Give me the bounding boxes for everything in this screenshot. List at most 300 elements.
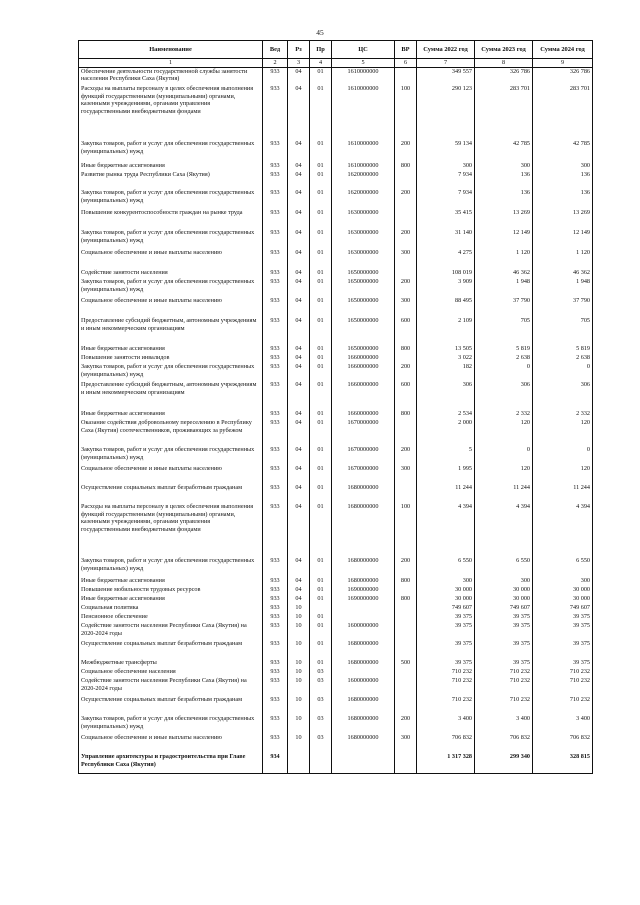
header-ved: Вед: [263, 41, 288, 59]
table-row: [79, 229, 593, 249]
row-pr: 03: [310, 668, 332, 677]
row-vr: [395, 677, 417, 696]
row-sum-2024: 1 120: [533, 249, 593, 269]
row-cs: 1680000000: [332, 557, 395, 577]
row-sum-2024: 136: [533, 189, 593, 209]
table-row: [79, 446, 593, 465]
row-sum-2024: 2 638: [533, 354, 593, 363]
column-number: 4: [310, 59, 332, 68]
row-sum-2024: 6 550: [533, 557, 593, 577]
row-sum-2024: 0: [533, 446, 593, 465]
row-cs: 1610000000: [332, 140, 395, 162]
row-cs: 1680000000: [332, 484, 395, 503]
row-rz: 04: [288, 162, 310, 171]
row-sum-2024: 705: [533, 317, 593, 345]
row-cs: 1650000000: [332, 278, 395, 297]
row-vr: 800: [395, 577, 417, 586]
row-vr: 200: [395, 557, 417, 577]
row-rz: 04: [288, 229, 310, 249]
row-sum-2023: 39 375: [475, 622, 533, 640]
row-vr: [395, 622, 417, 640]
table-row: [79, 269, 593, 278]
row-sum-2022: 1 995: [417, 465, 475, 484]
row-rz: 04: [288, 140, 310, 162]
row-cs: 1670000000: [332, 465, 395, 484]
table-row: [79, 613, 593, 622]
row-sum-2022: 710 232: [417, 677, 475, 696]
row-sum-2023: 30 000: [475, 595, 533, 604]
row-ved: 933: [263, 85, 288, 140]
row-sum-2023: 299 340: [475, 753, 533, 773]
row-pr: 01: [310, 171, 332, 189]
row-sum-2023: 3 400: [475, 715, 533, 734]
row-sum-2022: 182: [417, 363, 475, 381]
row-ved: 934: [263, 753, 288, 773]
header-name: Наименование: [79, 41, 263, 59]
row-cs: 1610000000: [332, 162, 395, 171]
row-sum-2024: 300: [533, 577, 593, 586]
row-sum-2024: 0: [533, 363, 593, 381]
row-vr: [395, 586, 417, 595]
row-sum-2022: 290 123: [417, 85, 475, 140]
row-sum-2022: 349 557: [417, 67, 475, 85]
table-row: [79, 381, 593, 410]
row-sum-2022: 710 232: [417, 668, 475, 677]
row-sum-2023: 37 790: [475, 297, 533, 317]
row-name: Закупка товаров, работ и услуг для обеспечения государственных (муниципальных) нужд: [79, 363, 263, 381]
row-sum-2023: 39 375: [475, 659, 533, 668]
row-vr: 200: [395, 229, 417, 249]
row-name: Обеспечение деятельности государственной службы занятости населения Республики Саха (Якутия): [79, 67, 263, 85]
row-vr: 600: [395, 317, 417, 345]
row-pr: [310, 604, 332, 613]
row-cs: 1660000000: [332, 381, 395, 410]
row-sum-2023: 13 269: [475, 209, 533, 229]
row-pr: 01: [310, 503, 332, 557]
row-name: Межбюджетные трансферты: [79, 659, 263, 668]
row-vr: [395, 484, 417, 503]
page-number: 45: [316, 28, 324, 37]
row-sum-2022: 1 317 328: [417, 753, 475, 773]
row-cs: 1620000000: [332, 171, 395, 189]
row-sum-2024: 30 000: [533, 586, 593, 595]
row-vr: 500: [395, 659, 417, 668]
row-rz: 10: [288, 715, 310, 734]
row-sum-2024: 39 375: [533, 640, 593, 659]
row-rz: 04: [288, 171, 310, 189]
row-ved: 933: [263, 209, 288, 229]
row-sum-2024: 46 362: [533, 269, 593, 278]
row-sum-2022: 4 275: [417, 249, 475, 269]
row-name: Повышение конкурентоспособности граждан на рынке труда: [79, 209, 263, 229]
table-body: [79, 67, 593, 773]
row-vr: [395, 668, 417, 677]
row-pr: 01: [310, 613, 332, 622]
row-ved: 933: [263, 465, 288, 484]
column-number: 2: [263, 59, 288, 68]
row-name: Расходы на выплаты персоналу в целях обеспечения выполнения функций государственными (муниципальными) органами, казенными учреждениями, органами управления государственными внебюджетными фондами: [79, 503, 263, 557]
row-name: Закупка товаров, работ и услуг для обеспечения государственных (муниципальных) нужд: [79, 557, 263, 577]
row-rz: 04: [288, 67, 310, 85]
row-pr: 01: [310, 419, 332, 446]
row-rz: 04: [288, 317, 310, 345]
row-name: Социальное обеспечение и иные выплаты населению: [79, 297, 263, 317]
row-ved: 933: [263, 484, 288, 503]
row-pr: 01: [310, 557, 332, 577]
row-cs: 1630000000: [332, 209, 395, 229]
row-name: Повышение занятости инвалидов: [79, 354, 263, 363]
row-rz: 04: [288, 354, 310, 363]
row-sum-2024: 120: [533, 465, 593, 484]
row-sum-2024: 300: [533, 162, 593, 171]
row-sum-2024: 42 785: [533, 140, 593, 162]
row-rz: 10: [288, 659, 310, 668]
row-cs: 1660000000: [332, 363, 395, 381]
table-row: [79, 677, 593, 696]
row-cs: 1620000000: [332, 189, 395, 209]
row-pr: 01: [310, 446, 332, 465]
row-rz: 04: [288, 577, 310, 586]
row-sum-2024: 1 948: [533, 278, 593, 297]
row-ved: 933: [263, 140, 288, 162]
row-sum-2023: 4 394: [475, 503, 533, 557]
row-sum-2024: 706 832: [533, 734, 593, 753]
table-row: [79, 753, 593, 773]
table-row: [79, 189, 593, 209]
row-name: Осуществление социальных выплат безработным гражданам: [79, 640, 263, 659]
row-sum-2022: 306: [417, 381, 475, 410]
row-ved: 933: [263, 354, 288, 363]
row-name: Предоставление субсидий бюджетным, автономным учреждениям и иным некоммерческим организациям: [79, 381, 263, 410]
row-pr: 03: [310, 677, 332, 696]
row-cs: 1680000000: [332, 577, 395, 586]
row-sum-2024: 710 232: [533, 696, 593, 715]
row-cs: 1650000000: [332, 269, 395, 278]
table-row: [79, 419, 593, 446]
row-ved: 933: [263, 659, 288, 668]
row-sum-2024: 5 819: [533, 345, 593, 354]
table-row: [79, 465, 593, 484]
row-rz: 04: [288, 419, 310, 446]
row-sum-2024: 328 815: [533, 753, 593, 773]
row-vr: [395, 419, 417, 446]
row-sum-2022: 710 232: [417, 696, 475, 715]
row-cs: 1690000000: [332, 586, 395, 595]
row-ved: 933: [263, 734, 288, 753]
row-pr: 01: [310, 278, 332, 297]
row-sum-2023: 1 948: [475, 278, 533, 297]
row-pr: 01: [310, 229, 332, 249]
row-pr: 01: [310, 354, 332, 363]
row-vr: 300: [395, 734, 417, 753]
table-row: [79, 622, 593, 640]
row-sum-2024: 39 375: [533, 613, 593, 622]
row-cs: 1680000000: [332, 715, 395, 734]
row-rz: 04: [288, 446, 310, 465]
row-pr: 01: [310, 162, 332, 171]
row-cs: 1630000000: [332, 229, 395, 249]
row-ved: 933: [263, 249, 288, 269]
row-vr: 800: [395, 410, 417, 419]
row-vr: [395, 696, 417, 715]
row-cs: 1670000000: [332, 446, 395, 465]
row-pr: 01: [310, 345, 332, 354]
row-vr: 200: [395, 278, 417, 297]
row-name: Расходы на выплаты персоналу в целях обеспечения выполнения функций государственными (муниципальными) органами, казенными учреждениями, органами управления государственными внебюджетными фондами: [79, 85, 263, 140]
row-sum-2023: 30 000: [475, 586, 533, 595]
row-pr: 01: [310, 484, 332, 503]
row-sum-2022: 3 400: [417, 715, 475, 734]
row-sum-2022: 6 550: [417, 557, 475, 577]
table-row: [79, 659, 593, 668]
row-rz: 04: [288, 410, 310, 419]
row-name: Иные бюджетные ассигнования: [79, 345, 263, 354]
row-sum-2024: 30 000: [533, 595, 593, 604]
row-rz: 04: [288, 189, 310, 209]
row-ved: 933: [263, 622, 288, 640]
row-ved: 933: [263, 363, 288, 381]
row-sum-2022: 2 534: [417, 410, 475, 419]
row-vr: [395, 613, 417, 622]
row-sum-2022: 39 375: [417, 659, 475, 668]
row-sum-2024: 749 607: [533, 604, 593, 613]
row-ved: 933: [263, 297, 288, 317]
row-vr: 200: [395, 446, 417, 465]
row-rz: 10: [288, 677, 310, 696]
row-ved: 933: [263, 269, 288, 278]
row-sum-2024: 306: [533, 381, 593, 410]
row-ved: 933: [263, 419, 288, 446]
row-name: Предоставление субсидий бюджетным, автономным учреждениям и иным некоммерческим организациям: [79, 317, 263, 345]
column-number: 9: [533, 59, 593, 68]
row-sum-2022: 35 415: [417, 209, 475, 229]
row-sum-2023: 326 786: [475, 67, 533, 85]
table-row: [79, 503, 593, 557]
table-row: [79, 354, 593, 363]
row-name: Закупка товаров, работ и услуг для обеспечения государственных (муниципальных) нужд: [79, 189, 263, 209]
row-sum-2024: 710 232: [533, 677, 593, 696]
row-pr: 01: [310, 659, 332, 668]
row-cs: 1600000000: [332, 622, 395, 640]
row-vr: [395, 604, 417, 613]
header-sum-2023: Сумма 2023 год: [475, 41, 533, 59]
row-name: Иные бюджетные ассигнования: [79, 162, 263, 171]
row-sum-2023: 42 785: [475, 140, 533, 162]
row-vr: [395, 209, 417, 229]
row-sum-2023: 5 819: [475, 345, 533, 354]
table-header: [79, 41, 593, 68]
row-name: Иные бюджетные ассигнования: [79, 595, 263, 604]
row-name: Пенсионное обеспечение: [79, 613, 263, 622]
row-ved: 933: [263, 171, 288, 189]
row-ved: 933: [263, 162, 288, 171]
row-ved: 933: [263, 640, 288, 659]
header-vr: ВР: [395, 41, 417, 59]
row-sum-2022: 31 140: [417, 229, 475, 249]
row-sum-2022: 7 934: [417, 189, 475, 209]
table-row: [79, 249, 593, 269]
table-row: [79, 734, 593, 753]
row-sum-2022: 2 109: [417, 317, 475, 345]
table-row: [79, 410, 593, 419]
row-cs: [332, 753, 395, 773]
header-rz: Рз: [288, 41, 310, 59]
table-row: [79, 317, 593, 345]
row-sum-2022: 13 505: [417, 345, 475, 354]
row-rz: 10: [288, 734, 310, 753]
row-pr: 01: [310, 381, 332, 410]
row-sum-2023: 120: [475, 465, 533, 484]
row-rz: 04: [288, 503, 310, 557]
table-row: [79, 345, 593, 354]
row-cs: 1670000000: [332, 419, 395, 446]
row-vr: [395, 640, 417, 659]
row-vr: [395, 354, 417, 363]
row-vr: 800: [395, 345, 417, 354]
row-sum-2022: 300: [417, 162, 475, 171]
row-sum-2023: 1 120: [475, 249, 533, 269]
row-ved: 933: [263, 345, 288, 354]
row-rz: 04: [288, 278, 310, 297]
row-vr: 200: [395, 363, 417, 381]
row-vr: 600: [395, 381, 417, 410]
row-cs: 1600000000: [332, 677, 395, 696]
row-pr: 01: [310, 249, 332, 269]
row-cs: 1650000000: [332, 345, 395, 354]
row-sum-2024: 13 269: [533, 209, 593, 229]
column-number-row: [79, 59, 593, 68]
row-name: Закупка товаров, работ и услуг для обеспечения государственных (муниципальных) нужд: [79, 140, 263, 162]
row-rz: 04: [288, 557, 310, 577]
row-cs: 1680000000: [332, 640, 395, 659]
row-sum-2023: 710 232: [475, 696, 533, 715]
row-name: Развитие рынка труда Республики Саха (Якутия): [79, 171, 263, 189]
row-sum-2022: 3 909: [417, 278, 475, 297]
row-sum-2022: 300: [417, 577, 475, 586]
row-vr: 200: [395, 189, 417, 209]
row-name: Социальное обеспечение и иные выплаты населению: [79, 734, 263, 753]
row-name: Содействие занятости населения Республики Саха (Якутия) на 2020-2024 годы: [79, 622, 263, 640]
table-row: [79, 162, 593, 171]
row-sum-2022: 39 375: [417, 622, 475, 640]
header-pr: Пр: [310, 41, 332, 59]
row-vr: [395, 269, 417, 278]
row-pr: 03: [310, 734, 332, 753]
table-row: [79, 140, 593, 162]
table-row: [79, 209, 593, 229]
row-pr: 01: [310, 595, 332, 604]
row-cs: 1680000000: [332, 734, 395, 753]
row-name: Социальная политика: [79, 604, 263, 613]
row-vr: 300: [395, 465, 417, 484]
row-rz: 04: [288, 269, 310, 278]
table-row: [79, 640, 593, 659]
row-cs: 1610000000: [332, 67, 395, 85]
row-vr: [395, 171, 417, 189]
row-pr: 01: [310, 189, 332, 209]
row-sum-2024: 39 375: [533, 622, 593, 640]
row-sum-2023: 11 244: [475, 484, 533, 503]
row-pr: 03: [310, 715, 332, 734]
row-ved: 933: [263, 503, 288, 557]
row-pr: 01: [310, 465, 332, 484]
row-sum-2022: 11 244: [417, 484, 475, 503]
row-rz: 04: [288, 465, 310, 484]
row-cs: 1660000000: [332, 354, 395, 363]
table-row: [79, 171, 593, 189]
row-rz: 04: [288, 297, 310, 317]
row-name: Управление архитектуры и градостроительства при Главе Республики Саха (Якутия): [79, 753, 263, 773]
row-cs: 1680000000: [332, 696, 395, 715]
row-pr: 01: [310, 67, 332, 85]
row-cs: 1650000000: [332, 297, 395, 317]
row-pr: 01: [310, 269, 332, 278]
row-name: Закупка товаров, работ и услуг для обеспечения государственных (муниципальных) нужд: [79, 278, 263, 297]
row-rz: 10: [288, 696, 310, 715]
row-rz: 10: [288, 640, 310, 659]
row-ved: 933: [263, 586, 288, 595]
row-sum-2023: 136: [475, 171, 533, 189]
row-ved: 933: [263, 668, 288, 677]
row-ved: 933: [263, 67, 288, 85]
row-sum-2024: 4 394: [533, 503, 593, 557]
row-ved: 933: [263, 189, 288, 209]
row-sum-2023: 39 375: [475, 613, 533, 622]
row-pr: 01: [310, 363, 332, 381]
row-rz: 04: [288, 381, 310, 410]
column-number: 3: [288, 59, 310, 68]
table-row: [79, 577, 593, 586]
row-cs: 1650000000: [332, 317, 395, 345]
row-sum-2022: 30 000: [417, 595, 475, 604]
row-sum-2022: 4 394: [417, 503, 475, 557]
row-sum-2023: 300: [475, 577, 533, 586]
row-cs: [332, 668, 395, 677]
row-vr: 800: [395, 162, 417, 171]
row-cs: 1680000000: [332, 503, 395, 557]
table-row: [79, 484, 593, 503]
row-sum-2022: 108 019: [417, 269, 475, 278]
table-row: [79, 278, 593, 297]
table-row: [79, 604, 593, 613]
table-row: [79, 363, 593, 381]
row-rz: 10: [288, 668, 310, 677]
row-rz: 04: [288, 484, 310, 503]
row-sum-2022: 30 000: [417, 586, 475, 595]
row-ved: 933: [263, 557, 288, 577]
row-name: Иные бюджетные ассигнования: [79, 410, 263, 419]
row-pr: [310, 753, 332, 773]
row-rz: 04: [288, 363, 310, 381]
row-sum-2024: 11 244: [533, 484, 593, 503]
row-sum-2023: 120: [475, 419, 533, 446]
table-row: [79, 586, 593, 595]
row-rz: 04: [288, 345, 310, 354]
row-cs: 1630000000: [332, 249, 395, 269]
row-ved: 933: [263, 381, 288, 410]
row-sum-2024: 37 790: [533, 297, 593, 317]
row-sum-2023: 39 375: [475, 640, 533, 659]
row-rz: 04: [288, 586, 310, 595]
row-sum-2024: 136: [533, 171, 593, 189]
row-name: Осуществление социальных выплат безработным гражданам: [79, 696, 263, 715]
row-vr: [395, 67, 417, 85]
row-sum-2023: 2 332: [475, 410, 533, 419]
row-name: Социальное обеспечение и иные выплаты населению: [79, 465, 263, 484]
row-rz: 04: [288, 249, 310, 269]
row-cs: [332, 613, 395, 622]
column-number: 5: [332, 59, 395, 68]
